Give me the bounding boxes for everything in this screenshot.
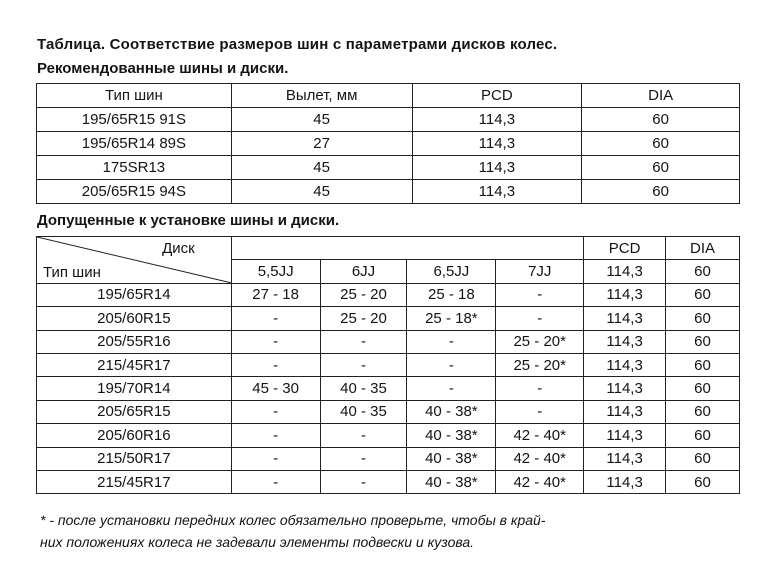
cell-pcd: 114,3: [584, 447, 666, 470]
cell-6-5jj: -: [407, 330, 496, 353]
cell-dia: 60: [666, 424, 740, 447]
table-row: [37, 132, 740, 156]
cell-dia: 60: [582, 180, 740, 204]
cell-pcd: 114,3: [584, 400, 666, 423]
cell-pcd: 114,3: [584, 470, 666, 493]
cell-6jj: -: [320, 470, 407, 493]
cell-dia: 60: [666, 283, 740, 306]
cell-6-5jj: 40 - 38*: [407, 447, 496, 470]
cell-7jj: -: [496, 377, 584, 400]
cell-tire: 195/70R14: [37, 377, 232, 400]
corner-header: [37, 237, 232, 284]
cell-6jj: -: [320, 447, 407, 470]
recommended-heading: Рекомендованные шины и диски.: [37, 60, 289, 77]
cell-dia: 60: [666, 307, 740, 330]
cell-dia: 60: [666, 330, 740, 353]
table-row: [37, 156, 740, 180]
cell-7jj: -: [496, 307, 584, 330]
table-row: [37, 400, 740, 423]
cell-5-5jj: -: [231, 400, 320, 423]
cell-dia: 60: [666, 353, 740, 376]
cell-5-5jj: -: [231, 447, 320, 470]
cell-pcd: 114,3: [584, 283, 666, 306]
header-pcd: PCD: [412, 84, 582, 108]
cell-6jj: -: [320, 424, 407, 447]
cell-tire: 215/50R17: [37, 447, 232, 470]
cell-5-5jj: 27 - 18: [231, 283, 320, 306]
cell-6-5jj: 40 - 38*: [407, 470, 496, 493]
table-row: [37, 424, 740, 447]
allowed-heading: Допущенные к установке шины и диски.: [37, 212, 340, 229]
cell-6-5jj: -: [407, 353, 496, 376]
cell-6-5jj: 40 - 38*: [407, 424, 496, 447]
table-row: [37, 447, 740, 470]
cell-5-5jj: 45 - 30: [231, 377, 320, 400]
cell-tire: 205/65R15 94S: [37, 180, 232, 204]
cell-dia: 60: [666, 400, 740, 423]
cell-pcd: 114,3: [584, 307, 666, 330]
corner-tire-label: Тип шин: [43, 263, 101, 281]
cell-tire: 205/65R15: [37, 400, 232, 423]
cell-5-5jj: -: [231, 470, 320, 493]
footnote: [40, 509, 740, 553]
table-header-row: [37, 84, 740, 108]
cell-pcd: 114,3: [584, 353, 666, 376]
cell-6-5jj: 40 - 38*: [407, 400, 496, 423]
cell-tire: 175SR13: [37, 156, 232, 180]
cell-pcd: 114,3: [412, 108, 582, 132]
cell-5-5jj: -: [231, 424, 320, 447]
table-row: [37, 377, 740, 400]
cell-dia: 60: [582, 156, 740, 180]
cell-dia: 60: [582, 108, 740, 132]
table-row: [37, 470, 740, 493]
header-dia-value: 60: [666, 260, 740, 283]
cell-offset: 45: [231, 108, 412, 132]
cell-pcd: 114,3: [412, 180, 582, 204]
cell-tire: 195/65R14: [37, 283, 232, 306]
cell-6jj: 25 - 20: [320, 283, 407, 306]
header-offset: Вылет, мм: [231, 84, 412, 108]
cell-pcd: 114,3: [412, 156, 582, 180]
cell-tire: 215/45R17: [37, 353, 232, 376]
cell-6-5jj: -: [407, 377, 496, 400]
header-dia: DIA: [582, 84, 740, 108]
cell-6-5jj: 25 - 18*: [407, 307, 496, 330]
footnote-line-2: них положениях колеса не задевали элементы подвески и кузова.: [40, 534, 475, 550]
cell-6-5jj: 25 - 18: [407, 283, 496, 306]
recommended-table: [36, 83, 740, 204]
cell-tire: 205/60R15: [37, 307, 232, 330]
corner-disk-label: Диск: [162, 240, 195, 257]
cell-dia: 60: [666, 447, 740, 470]
header-disk-6jj: 6JJ: [320, 260, 407, 283]
cell-dia: 60: [582, 132, 740, 156]
cell-7jj: -: [496, 283, 584, 306]
footnote-line-1: * - после установки передних колес обязательно проверьте, чтобы в край-: [40, 512, 546, 528]
cell-7jj: 42 - 40*: [496, 447, 584, 470]
header-tire-type: Тип шин: [37, 84, 232, 108]
cell-tire: 215/45R17: [37, 470, 232, 493]
cell-7jj: 25 - 20*: [496, 330, 584, 353]
cell-dia: 60: [666, 377, 740, 400]
cell-offset: 27: [231, 132, 412, 156]
header-pcd: PCD: [584, 237, 666, 260]
header-disk-5-5jj: 5,5JJ: [231, 260, 320, 283]
disk-group-header: [231, 237, 583, 260]
cell-7jj: 42 - 40*: [496, 470, 584, 493]
cell-6jj: 25 - 20: [320, 307, 407, 330]
cell-5-5jj: -: [231, 330, 320, 353]
cell-5-5jj: -: [231, 353, 320, 376]
cell-tire: 195/65R15 91S: [37, 108, 232, 132]
cell-pcd: 114,3: [584, 377, 666, 400]
cell-tire: 205/60R16: [37, 424, 232, 447]
cell-7jj: 25 - 20*: [496, 353, 584, 376]
cell-6jj: -: [320, 353, 407, 376]
table-row: [37, 330, 740, 353]
cell-7jj: -: [496, 400, 584, 423]
cell-5-5jj: -: [231, 307, 320, 330]
cell-6jj: 40 - 35: [320, 377, 407, 400]
cell-tire: 195/65R14 89S: [37, 132, 232, 156]
table-row: [37, 283, 740, 306]
table-row: [37, 180, 740, 204]
table-row: [37, 108, 740, 132]
header-dia: DIA: [666, 237, 740, 260]
cell-pcd: 114,3: [584, 330, 666, 353]
cell-tire: 205/55R16: [37, 330, 232, 353]
cell-6jj: 40 - 35: [320, 400, 407, 423]
page-title: Таблица. Соответствие размеров шин с параметрами дисков колес.: [37, 36, 558, 53]
table-row: [37, 353, 740, 376]
cell-pcd: 114,3: [412, 132, 582, 156]
table-row: [37, 307, 740, 330]
cell-7jj: 42 - 40*: [496, 424, 584, 447]
cell-pcd: 114,3: [584, 424, 666, 447]
header-disk-7jj: 7JJ: [496, 260, 584, 283]
allowed-table: [36, 236, 740, 494]
table-header-row: [37, 237, 740, 260]
cell-6jj: -: [320, 330, 407, 353]
header-disk-6-5jj: 6,5JJ: [407, 260, 496, 283]
cell-offset: 45: [231, 156, 412, 180]
header-pcd-value: 114,3: [584, 260, 666, 283]
cell-dia: 60: [666, 470, 740, 493]
cell-offset: 45: [231, 180, 412, 204]
